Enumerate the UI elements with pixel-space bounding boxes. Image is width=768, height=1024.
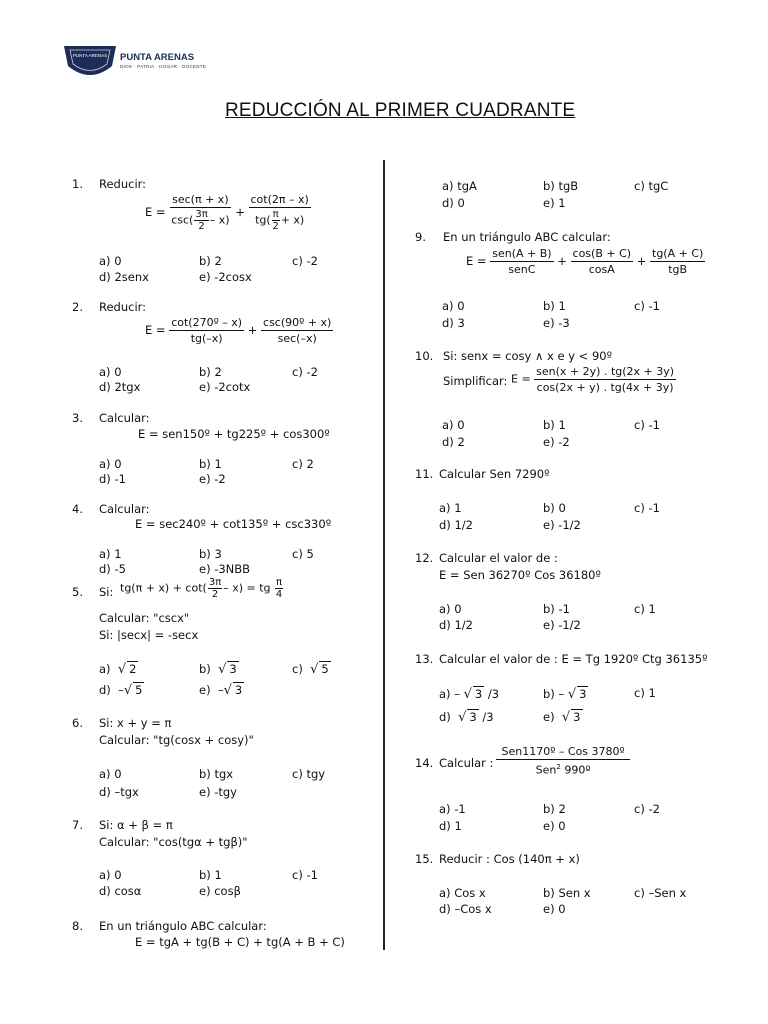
problem-13-option-b: b) – √ 3 (543, 687, 587, 702)
logo-badge-text: PUNTA ARENAS (72, 53, 108, 58)
problem-8-option-e: e) 1 (543, 196, 566, 210)
problem-6-option-a: a) 0 (99, 767, 122, 781)
problem-13-option-c: c) 1 (634, 686, 656, 700)
problem-9-option-d: d) 3 (442, 316, 465, 330)
problem-14-option-d: d) 1 (439, 819, 462, 833)
problem-6-number: 6. (72, 716, 83, 730)
problem-11-line-1: Calcular Sen 7290º (439, 467, 550, 481)
problem-6-line-2: Calcular: "tg(cosx + cosy)" (99, 733, 254, 747)
problem-5-line-3: Si: |secx| = -secx (99, 628, 199, 642)
problem-5-option-c: c) √ 5 (292, 662, 329, 677)
problem-2-number: 2. (72, 300, 83, 314)
problem-1-number: 1. (72, 177, 83, 191)
problem-3-option-d: d) -1 (99, 472, 126, 486)
problem-13-option-a: a) – √ 3 /3 (439, 687, 500, 702)
problem-15-option-d: d) –Cos x (439, 902, 492, 916)
problem-11-option-d: d) 1/2 (439, 518, 473, 532)
problem-14-number: 14. (415, 756, 434, 770)
problem-9-option-c: c) -1 (634, 299, 660, 313)
problem-10-option-e: e) -2 (543, 435, 570, 449)
problem-6-option-c: c) tgy (292, 767, 326, 781)
problem-14-option-a: a) -1 (439, 802, 466, 816)
problem-7-number: 7. (72, 818, 83, 832)
logo-name: PUNTA ARENAS (120, 52, 195, 63)
problem-15-option-c: c) –Sen x (634, 886, 687, 900)
problem-15-option-a: a) Cos x (439, 886, 486, 900)
problem-10-number: 10. (415, 349, 434, 363)
problem-10-option-d: d) 2 (442, 435, 465, 449)
problem-14-option-b: b) 2 (543, 802, 566, 816)
problem-1-option-a: a) 0 (99, 254, 122, 268)
problem-2-label: Reducir: (99, 300, 147, 314)
problem-2-option-c: c) -2 (292, 365, 318, 379)
problem-8-option-c: c) tgC (634, 179, 669, 193)
problem-3-option-b: b) 1 (199, 457, 222, 471)
problem-8-line-1: En un triángulo ABC calcular: (99, 919, 267, 933)
problem-13-number: 13. (415, 652, 434, 666)
problem-5-line-2: Calcular: "cscx" (99, 611, 190, 625)
problem-3-number: 3. (72, 411, 83, 425)
problem-15-option-b: b) Sen x (543, 886, 591, 900)
problem-4-label: Calcular: (99, 502, 150, 516)
problem-8-number: 8. (72, 919, 83, 933)
problem-2-option-e: e) -2cotx (199, 380, 251, 394)
problem-4-option-e: e) -3NBB (199, 562, 251, 576)
problem-12-line-1: Calcular el valor de : (439, 551, 558, 565)
problem-1-label: Reducir: (99, 177, 147, 191)
problem-4-option-c: c) 5 (292, 547, 314, 561)
problem-9-option-e: e) -3 (543, 316, 570, 330)
problem-14-label: Calcular : (439, 756, 494, 770)
problem-13-option-d: d) √ 3 /3 (439, 710, 494, 725)
problem-4-option-a: a) 1 (99, 547, 122, 561)
problem-5-option-e: e) –√ 3 (199, 683, 243, 698)
problem-5-number: 5. (72, 585, 83, 599)
problem-1-option-d: d) 2senx (99, 270, 149, 284)
problem-5-label: Si: (99, 585, 114, 599)
problem-5-option-a: a) √ 2 (99, 662, 137, 677)
problem-15-number: 15. (415, 852, 434, 866)
problem-3-option-e: e) -2 (199, 472, 226, 486)
problem-12-option-a: a) 0 (439, 602, 462, 616)
problem-3-option-a: a) 0 (99, 457, 122, 471)
problem-8-option-d: d) 0 (442, 196, 465, 210)
problem-1-option-b: b) 2 (199, 254, 222, 268)
column-divider (383, 160, 385, 950)
problem-12-option-b: b) -1 (543, 602, 570, 616)
problem-6-option-d: d) –tgx (99, 785, 139, 799)
problem-12-option-d: d) 1/2 (439, 618, 473, 632)
problem-10-label: Simplificar: (443, 374, 508, 388)
problem-8-expression: E = tgA + tg(B + C) + tg(A + B + C) (135, 935, 345, 949)
problem-12-line-2: E = Sen 36270º Cos 36180º (439, 568, 601, 582)
page-title: REDUCCIÓN AL PRIMER CUADRANTE (225, 100, 576, 121)
problem-11-option-e: e) -1/2 (543, 518, 581, 532)
problem-8-option-b: b) tgB (543, 179, 579, 193)
problem-3-label: Calcular: (99, 411, 150, 425)
problem-1-option-e: e) -2cosx (199, 270, 252, 284)
problem-5-option-d: d) –√ 5 (99, 683, 143, 698)
problem-12-option-c: c) 1 (634, 602, 656, 616)
problem-6-line-1: Si: x + y = π (99, 716, 172, 730)
problem-7-option-d: d) cosα (99, 884, 142, 898)
problem-9-expression: E = $\frac{\text{sen(A + B)}}{\text{senC}}$ + $\frac{\cos(B + C)}{\cos A}$ + $\frac{tg(A + C)}{\text{tgB}}$ (466, 247, 704, 276)
problem-4-option-b: b) 3 (199, 547, 222, 561)
problem-4-option-d: d) -5 (99, 562, 126, 576)
problem-11-option-c: c) -1 (634, 501, 660, 515)
logo-motto: DIOS · PATRIA · HOGAR · DOCENTE (120, 64, 207, 69)
problem-6-option-e: e) -tgy (199, 785, 237, 799)
problem-7-line-2: Calcular: "cos(tgα + tgβ)" (99, 835, 248, 849)
problem-9-number: 9. (415, 230, 426, 244)
problem-12-option-e: e) -1/2 (543, 618, 581, 632)
problem-2-option-a: a) 0 (99, 365, 122, 379)
problem-12-number: 12. (415, 551, 434, 565)
problem-10-expression: E = $\frac{\text{sen(x + 2y) . tg(2x + 3y)}}{\cos(2x + y) . tg(4x + 3y)}$ (511, 365, 675, 394)
problem-6-option-b: b) tgx (199, 767, 234, 781)
problem-9-line-1: En un triángulo ABC calcular: (443, 230, 611, 244)
problem-3-expression: E = sen150º + tg225º + cos300º (138, 427, 330, 441)
problem-7-option-c: c) -1 (292, 868, 318, 882)
problem-11-option-a: a) 1 (439, 501, 462, 515)
problem-4-number: 4. (72, 502, 83, 516)
problem-15-option-e: e) 0 (543, 902, 566, 916)
problem-7-option-b: b) 1 (199, 868, 222, 882)
problem-2-option-b: b) 2 (199, 365, 222, 379)
problem-8-option-a: a) tgA (442, 179, 477, 193)
problem-2-expression: E = $\frac{\text{cot(270º – x)}}{tg(-x)}$ + $\frac{\text{csc(90º + x)}}{\sec(-x)}$ (145, 316, 332, 345)
problem-1-expression: E = sec(π + x) csc( $\frac{3\pi}{2}$ – x) + cot(2π – x) tg( $\frac{\pi}{2}$ + x) (145, 193, 309, 232)
problem-14-expression: $\frac{\text{Sen1170º – Cos 3780º}}{Sen^2 990º}$ (498, 745, 629, 777)
problem-5-expression: tg(π + x) + cot( $\frac{3\pi}{2}$ – x) = tg $\frac{\pi}{4}$ (120, 577, 283, 600)
problem-7-option-e: e) cosβ (199, 884, 241, 898)
problem-9-option-b: b) 1 (543, 299, 566, 313)
problem-7-line-1: Si: α + β = π (99, 818, 173, 832)
problem-10-option-a: a) 0 (442, 418, 465, 432)
problem-9-option-a: a) 0 (442, 299, 465, 313)
problem-4-expression: E = sec240º + cot135º + csc330º (135, 517, 332, 531)
problem-10-line-1: Si: senx = cosy ∧ x e y < 90º (443, 349, 613, 363)
problem-10-option-c: c) -1 (634, 418, 660, 432)
problem-10-option-b: b) 1 (543, 418, 566, 432)
problem-5-option-b: b) √ 3 (199, 662, 237, 677)
problem-14-option-e: e) 0 (543, 819, 566, 833)
problem-13-option-e: e) √ 3 (543, 710, 581, 725)
problem-1-option-c: c) -2 (292, 254, 318, 268)
problem-3-option-c: c) 2 (292, 457, 314, 471)
problem-13-line-1: Calcular el valor de : E = Tg 1920º Ctg 36135º (439, 652, 708, 666)
school-logo (62, 44, 118, 80)
problem-14-option-c: c) -2 (634, 802, 660, 816)
problem-2-option-d: d) 2tgx (99, 380, 141, 394)
problem-15-line-1: Reducir : Cos (140π + x) (439, 852, 580, 866)
problem-11-number: 11. (415, 467, 434, 481)
problem-11-option-b: b) 0 (543, 501, 566, 515)
problem-7-option-a: a) 0 (99, 868, 122, 882)
